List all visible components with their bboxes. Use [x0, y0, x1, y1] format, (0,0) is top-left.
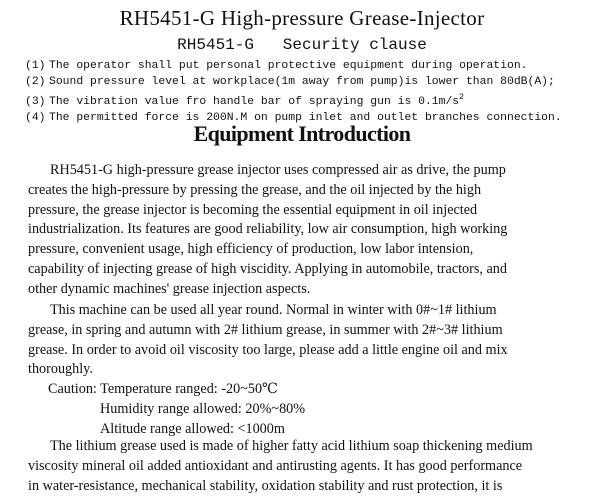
clause-number: (1) — [25, 60, 46, 72]
paragraph-line: pressure, convenient usage, high efficiency of production, low labor intension, — [28, 241, 474, 258]
paragraph-line: other dynamic machines' grease injection aspects. — [28, 280, 311, 297]
security-clause-title: RH5451-G Security clause — [177, 36, 427, 54]
section-heading: Equipment Introduction — [193, 121, 411, 146]
paragraph-line: industrialization. Its features are good reliability, low air consumption, high working — [28, 221, 508, 238]
clause-item — [25, 74, 562, 90]
clause-text: The vibration value fro handle bar of spraying gun is 0.1m/s — [49, 96, 460, 108]
humidity-range: Humidity range allowed: 20%~80% — [100, 400, 306, 417]
paragraph-line: grease. In order to avoid oil viscosity too large, please add a little engine oil and mix — [28, 341, 508, 358]
clause-superscript: 2 — [459, 93, 464, 102]
altitude-range: Altitude range allowed: <1000m — [100, 420, 285, 437]
clause-number: (3) — [25, 96, 46, 108]
paragraph-line: grease, in spring and autumn with 2# lithium grease, in summer with 2#~3# lithium — [28, 321, 503, 338]
paragraph-line: This machine can be used all year round. Normal in winter with 0#~1# lithium — [50, 302, 497, 318]
clause-text: Sound pressure level at workplace(1m away from pump)is lower than 80dB(A); — [49, 76, 555, 88]
clause-item — [25, 90, 562, 110]
paragraph-line: viscosity mineral oil added antioxidant and antirusting agents. It has good performance — [28, 457, 523, 474]
grease-paragraph — [28, 437, 588, 496]
paragraph-line: pressure, the grease injector is becoming the essential equipment in oil injected — [28, 201, 478, 218]
clause-text: The operator shall put personal protective equipment during operation. — [49, 60, 528, 72]
clause-number: (2) — [25, 76, 46, 88]
caution-label: Caution: — [48, 381, 97, 397]
document-title: RH5451-G High-pressure Grease-Injector — [119, 6, 485, 30]
security-clause-list — [25, 58, 562, 126]
clause-text: The permitted force is 200N.M on pump inlet and outlet branches connection. — [49, 112, 562, 124]
paragraph-line: thoroughly. — [28, 361, 93, 378]
paragraph-line: The lithium grease used is made of higher fatty acid lithium soap thickening medium — [50, 438, 533, 454]
clause-number: (4) — [25, 112, 46, 124]
temperature-range: Temperature ranged: -20~50℃ — [100, 381, 278, 397]
paragraph-line: creates the high-pressure by pressing the grease, and the oil injected by the high — [28, 181, 482, 198]
usage-paragraph — [28, 301, 578, 380]
paragraph-line: RH5451-G high-pressure grease injector uses compressed air as drive, the pump — [50, 162, 506, 178]
caution-temperature — [48, 380, 305, 400]
paragraph-line: capability of injecting grease of high viscidity. Applying in automobile, tractors, and — [28, 260, 507, 277]
clause-item — [25, 58, 562, 74]
caution-block — [48, 380, 305, 439]
paragraph-line: in water-resistance, mechanical stability, oxidation stability and rust protection, it is — [28, 477, 503, 494]
intro-paragraph — [28, 161, 568, 300]
